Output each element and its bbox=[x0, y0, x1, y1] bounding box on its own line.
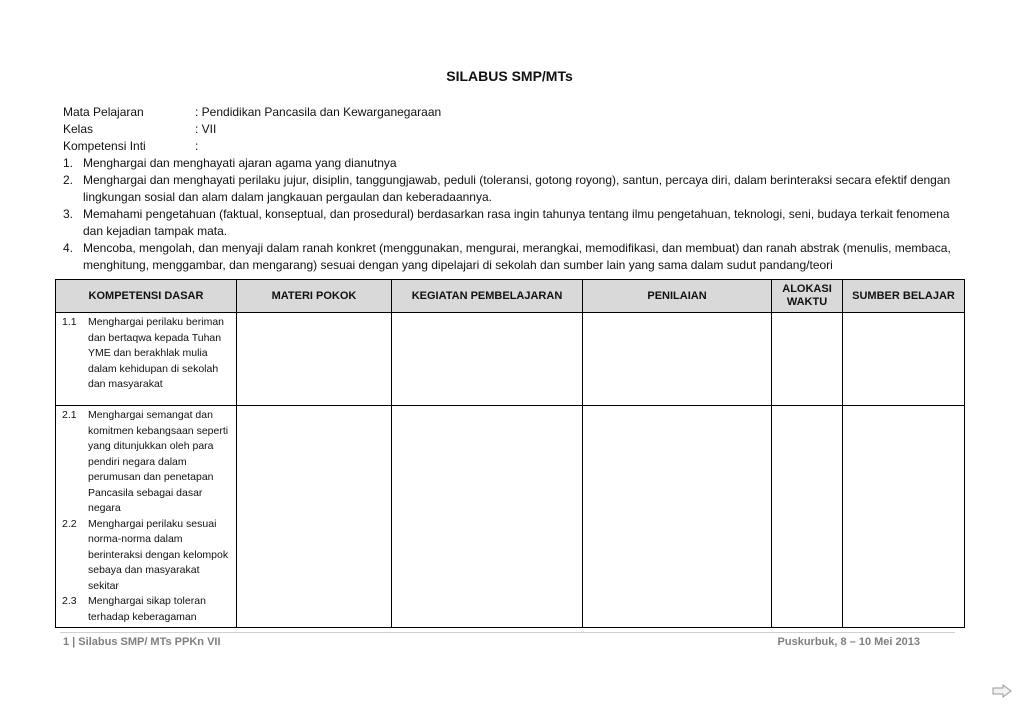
meta-kelas bbox=[63, 121, 216, 138]
meta-value: : bbox=[195, 139, 199, 153]
cell-sumber-belajar bbox=[843, 313, 965, 406]
meta-label: Kompetensi Inti bbox=[63, 139, 146, 153]
ki-text: Memahami pengetahuan (faktual, konseptual, dan prosedural) berdasarkan rasa ingin tahunya tentang ilmu pengetahuan, teknologi, seni, budaya terkait fenomena dan kejadian tampak mata. bbox=[83, 207, 950, 238]
table-row bbox=[56, 406, 965, 628]
kd-item-2-3 bbox=[60, 594, 232, 625]
kd-text: Menghargai sikap toleran terhadap keberagaman bbox=[88, 595, 206, 623]
footer-right: Puskurbuk, 8 – 10 Mei 2013 bbox=[777, 636, 920, 648]
ki-item-3 bbox=[63, 206, 958, 240]
ki-item-2 bbox=[63, 172, 958, 206]
kd-item-1-1 bbox=[60, 315, 232, 393]
kd-item-2-2 bbox=[60, 517, 232, 595]
footer-left: 1 | Silabus SMP/ MTs PPKn VII bbox=[63, 636, 221, 648]
meta-value: : VII bbox=[195, 122, 217, 136]
ki-item-4 bbox=[63, 240, 958, 274]
col-header-kegiatan-pembelajaran: KEGIATAN PEMBELAJARAN bbox=[392, 280, 583, 313]
meta-kompetensi-inti bbox=[63, 138, 198, 155]
kd-text: Menghargai semangat dan komitmen kebangsaan seperti yang ditunjukkan oleh para pendiri negara dalam perumusan dan penetapan Pancasila sebagai dasar negara bbox=[88, 409, 229, 514]
kd-number: 2.2 bbox=[62, 517, 77, 530]
cell-materi-pokok bbox=[237, 313, 392, 406]
ki-number: 1. bbox=[63, 156, 74, 170]
col-header-sumber-belajar: SUMBER BELAJAR bbox=[843, 280, 965, 313]
col-header-materi-pokok: MATERI POKOK bbox=[237, 280, 392, 313]
cell-penilaian bbox=[583, 313, 772, 406]
next-page-arrow-icon[interactable] bbox=[992, 684, 1012, 698]
kd-text: Menghargai perilaku sesuai norma-norma dalam berinteraksi dengan kelompok sebaya dan masyarakat sekitar bbox=[88, 517, 229, 592]
cell-penilaian bbox=[583, 406, 772, 628]
cell-materi-pokok bbox=[237, 406, 392, 628]
cell-kegiatan-pembelajaran bbox=[392, 313, 583, 406]
ki-number: 2. bbox=[63, 173, 74, 187]
kd-number: 1.1 bbox=[62, 316, 77, 328]
col-header-alokasi-waktu: ALOKASI WAKTU bbox=[772, 280, 843, 313]
ki-text: Mencoba, mengolah, dan menyaji dalam ranah konkret (menggunakan, mengurai, merangkai, memodifikasi, dan membuat) dan ranah abstrak (menulis, membaca, menghitung, menggambar, dan mengarang) sesuai dengan yang dipelajari di sekolah dan sumber lain yang sama dalam sudut pandang/teori bbox=[83, 241, 951, 272]
meta-value: : Pendidikan Pancasila dan Kewarganegaraan bbox=[195, 105, 442, 119]
ki-number: 4. bbox=[63, 241, 74, 255]
ki-text: Menghargai dan menghayati perilaku jujur, disiplin, tanggungjawab, peduli (toleransi, gotong royong), santun, percaya diri, dalam berinteraksi secara efektif dengan lingkungan sosial dan alam dalam jangkauan pergaulan dan keberadaannya. bbox=[83, 173, 951, 204]
cell-kompetensi-dasar bbox=[56, 406, 237, 628]
footer-divider bbox=[60, 632, 955, 633]
ki-item-1 bbox=[63, 155, 958, 172]
ki-text: Menghargai dan menghayati ajaran agama yang dianutnya bbox=[83, 156, 397, 170]
meta-label: Mata Pelajaran bbox=[63, 105, 144, 119]
kd-text: Menghargai perilaku beriman dan bertaqwa kepada Tuhan YME dan berakhlak mulia dalam kehidupan di sekolah dan masyarakat bbox=[88, 316, 224, 390]
ki-number: 3. bbox=[63, 207, 74, 221]
table-row bbox=[56, 313, 965, 406]
meta-label: Kelas bbox=[63, 122, 94, 136]
kd-number: 2.1 bbox=[62, 409, 77, 421]
cell-sumber-belajar bbox=[843, 406, 965, 628]
page-title: SILABUS SMP/MTs bbox=[446, 68, 573, 84]
cell-alokasi-waktu bbox=[772, 313, 843, 406]
cell-alokasi-waktu bbox=[772, 406, 843, 628]
col-header-penilaian: PENILAIAN bbox=[583, 280, 772, 313]
kompetensi-inti-list bbox=[63, 155, 958, 274]
cell-kegiatan-pembelajaran bbox=[392, 406, 583, 628]
table-header-row bbox=[56, 280, 965, 313]
silabus-table bbox=[55, 279, 965, 628]
col-header-kompetensi-dasar: KOMPETENSI DASAR bbox=[56, 280, 237, 313]
meta-mata-pelajaran bbox=[63, 104, 441, 121]
cell-kompetensi-dasar bbox=[56, 313, 237, 406]
kd-number: 2.3 bbox=[62, 595, 77, 607]
kd-item-2-1 bbox=[60, 408, 232, 517]
